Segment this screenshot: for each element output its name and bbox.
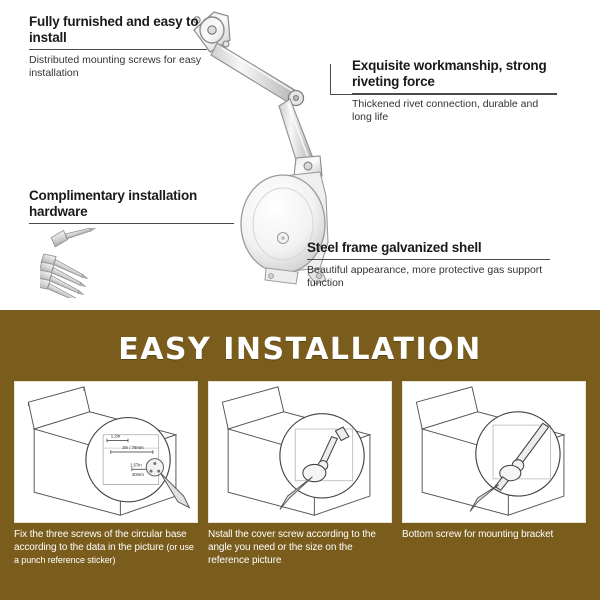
step-1-diagram: [15, 382, 197, 522]
step-1-caption-text: Fix the three screws of the circular base according to the data in the picture: [14, 529, 187, 553]
step-2-diagram: [209, 382, 391, 522]
callout-galvanized-shell-heading: Steel frame galvanized shell: [307, 240, 482, 255]
installation-step-1: [14, 381, 198, 567]
leader-line-workmanship-stub: [330, 64, 331, 95]
step-3-diagram: [403, 382, 585, 522]
svg-text:1.2in: 1.2in: [110, 433, 121, 439]
svg-text:1.57in: 1.57in: [129, 462, 142, 468]
callout-galvanized-shell: [307, 240, 547, 290]
svg-text:40mm: 40mm: [131, 471, 144, 477]
callout-fully-furnished-heading: Fully furnished and easy to install: [29, 14, 199, 45]
callout-galvanized-shell-rule: [307, 259, 547, 260]
step-1-figure: [14, 381, 198, 523]
callout-complimentary-hardware: [29, 188, 234, 228]
callout-exquisite-workmanship-sub: Thickened rivet connection, durable and long life: [352, 97, 539, 123]
installation-step-2: [208, 381, 392, 567]
step-3-caption-text: Bottom screw for mounting bracket: [402, 529, 554, 540]
banner-title: EASY INSTALLATION: [118, 332, 482, 367]
step-3-caption: [402, 523, 586, 542]
callout-fully-furnished-rule: [29, 49, 207, 50]
step-3-figure: [402, 381, 586, 523]
step-2-caption-text: Nstall the cover screw according to the angle you need or the size on the reference picture: [208, 529, 376, 566]
upper-arm: [211, 43, 298, 104]
screw-single: [50, 228, 98, 247]
installation-steps: [0, 367, 600, 567]
mounting-screws-illustration: [40, 228, 150, 298]
callout-fully-furnished-sub: Distributed mounting screws for easy installation: [29, 53, 202, 79]
step-1-caption: [14, 523, 198, 567]
callout-complimentary-hardware-rule: [29, 223, 234, 224]
callout-exquisite-workmanship-rule: [352, 93, 557, 94]
callout-fully-furnished: [29, 14, 207, 80]
callout-complimentary-hardware-heading: Complimentary installation hardware: [29, 188, 198, 219]
callout-galvanized-shell-sub: Beautiful appearance, more protective gas support function: [307, 263, 543, 290]
step-1-caption-paren: (or use a punch reference sticker): [14, 541, 194, 565]
callout-exquisite-workmanship: [352, 58, 557, 124]
screw-group: [40, 251, 90, 298]
callout-exquisite-workmanship-heading: Exquisite workmanship, strong riveting force: [352, 58, 547, 89]
step-2-caption: [208, 523, 392, 567]
svg-text:3in / 76mm: 3in / 76mm: [122, 445, 144, 451]
step-2-figure: [208, 381, 392, 523]
easy-installation-panel: [0, 310, 600, 600]
installation-step-3: [402, 381, 586, 567]
lower-arm: [279, 99, 313, 166]
